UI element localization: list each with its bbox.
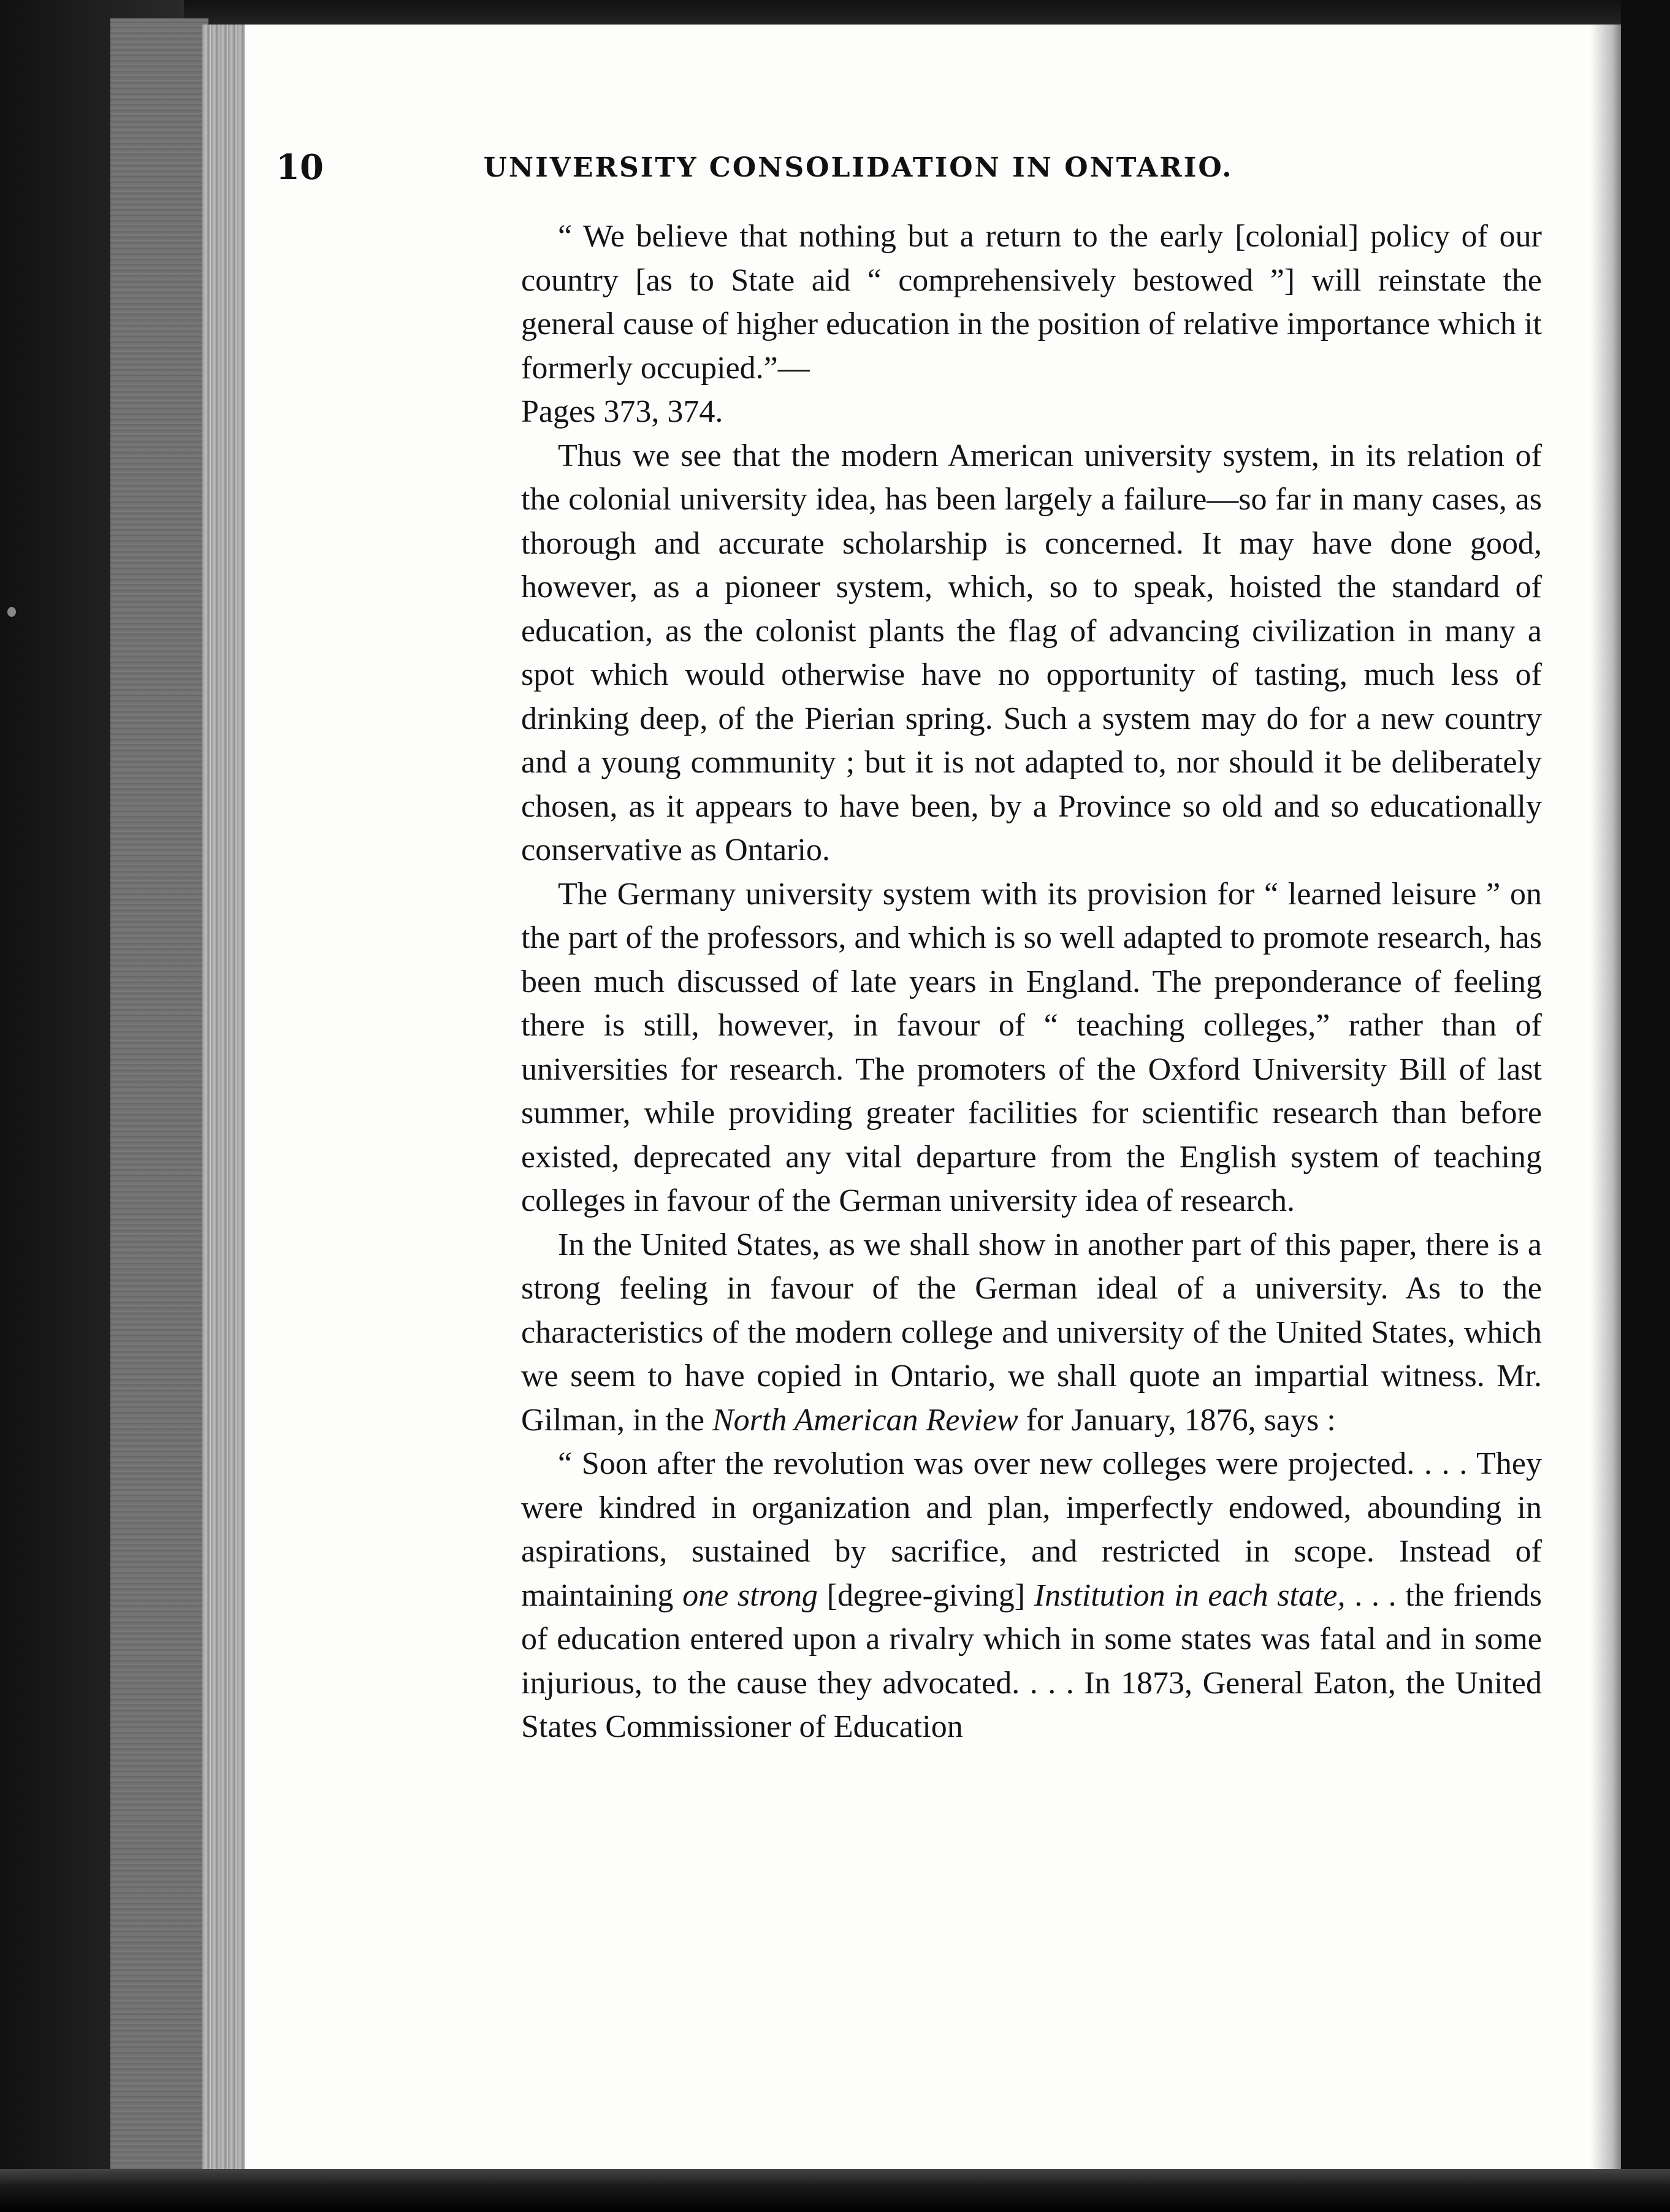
quote-text: . . . the friends of education entered upon a rivalry which in some states was fatal and in some injurious, to the cause they advocated. . . . In 1873, General Eaton, the United States Commissioner of Education (521, 1577, 1542, 1744)
paragraph-2 (521, 434, 1542, 872)
book-binding (110, 18, 208, 2201)
running-title: UNIVERSITY CONSOLIDATION IN ONTARIO. (483, 152, 1233, 183)
paragraph-3 (521, 872, 1542, 1223)
scan-border-right (1621, 0, 1670, 2212)
italic-phrase: one strong (682, 1577, 818, 1613)
scan-speck (7, 607, 16, 617)
body-text (521, 215, 1542, 1749)
paragraph-text: The Germany university system with its provision for “ learned leisure ” on the part of the professors, and which is so well adapted to promote research, has been much discussed of late years in England. The preponderance of feeling there is still, however, in favour of “ teaching colleges,” rather than of universities for research. The promoters of the Oxford University Bill of last summer, while providing greater facilities for scientific research than before existed, deprecated any vital departure from the English system of teaching colleges in favour of the German university idea of research. (521, 876, 1542, 1218)
scan-border-bottom (0, 2169, 1670, 2212)
italic-phrase: Institution in each state, (1034, 1577, 1346, 1613)
paragraph-quote-2 (521, 1442, 1542, 1749)
page-stack-edges (202, 25, 245, 2195)
page-number: 10 (276, 147, 324, 188)
paragraph-text: Thus we see that the modern American university system, in its relation of the colonial university idea, has been largely a failure—so far in many cases, as thorough and accurate scholarship is concerned. It may have done good, however, as a pioneer system, which, so to speak, hoisted the standard of education, as the colonist plants the flag of advancing civilization in many a spot which would otherwise have no opportunity of tasting, much less of drinking deep, of the Pierian spring. Such a system may do for a new country and a young community ; but it is not adapted to, nor should it be deliberately chosen, as it appears to have been, by a Province so old and so educationally conservative as Ontario. (521, 438, 1542, 868)
quote-text: “ We believe that nothing but a return to the early [colonial] policy of our country [as to State aid “ comprehensively bestowed ”] will reinstate the general cause of higher education in the position of relative importance which it formerly occupied.”— (521, 219, 1542, 386)
quote-text: [degree-giving] (826, 1577, 1026, 1613)
journal-title: North American Review (712, 1402, 1018, 1438)
paragraph-text: In the United States, as we shall show in another part of this paper, there is a strong feeling in favour of the German ideal of a university. As to the characteristics of the modern college and university of the United States, which we seem to have copied in Ontario, we shall quote an impartial witness. Mr. Gilman, in the (521, 1227, 1542, 1438)
paragraph-text: for January, 1876, says : (1026, 1402, 1336, 1438)
citation (521, 390, 1542, 434)
quote-text: “ Soon after the revolution was over new colleges were projected. . . . They were kindred in organization and plan, imperfectly endowed, abounding in aspirations, sustained by sacrifice, and restricted in scope. Instead of maintaining (521, 1446, 1542, 1613)
citation-text: Pages 373, 374. (521, 394, 723, 429)
page-header (276, 147, 1367, 196)
paragraph-quote-1 (521, 215, 1542, 390)
paragraph-4 (521, 1223, 1542, 1443)
